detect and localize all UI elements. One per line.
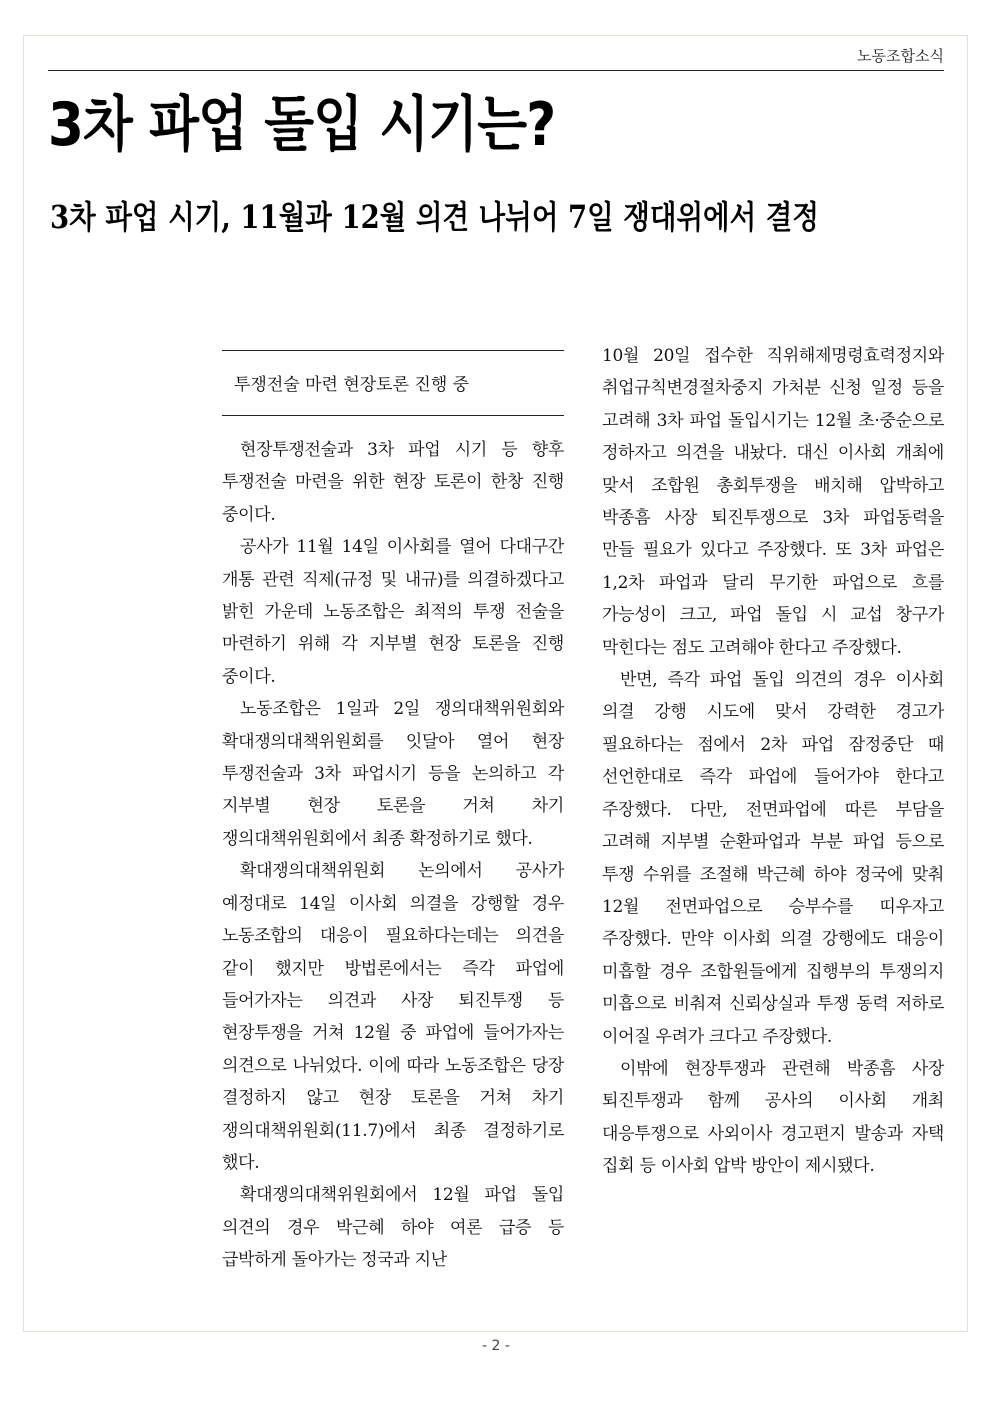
paragraph: 현장투쟁전술과 3차 파업 시기 등 향후 투쟁전술 마련을 위한 현장 토론이 한창 진행 중이다. (222, 440, 564, 525)
paragraph: 이밖에 현장투쟁과 관련해 박종흠 사장 퇴진투쟁과 함께 공사의 이사회 개최 대응투쟁으로 사외이사 경고편지 발송과 자택 집회 등 이사회 압박 방안이 제시됐다. (602, 1058, 944, 1177)
paragraph: 반면, 즉각 파업 돌입 의견의 경우 이사회 의결 강행 시도에 맞서 강력한 경고가 필요하다는 점에서 2차 파업 잠정중단 때 선언한대로 즉각 파업에 들어가야 한다고 주장했다. 다만, 전면파업에 따른 부담을 고려해 지부별 순환파업과 부분 파업 등으로 투쟁 수위를 조절해 박근혜 하야 정국에 맞춰 12월 전면파업으로 승부수를 띠우자고 주장했다. 만약 이사회 의결 강행에도 대응이 미흡할 경우 조합원들에게 집행부의 투쟁의지 미흡으로 비춰져 신뢰상실과 투쟁 동력 저하로 이어질 우려가 크다고 주장했다. (602, 670, 944, 1047)
section-heading-box (222, 350, 564, 416)
page-number: - 2 - (482, 1338, 510, 1354)
paragraph: 노동조합은 1일과 2일 쟁의대책위원회와 확대쟁의대책위원회를 잇달아 열어 현장 투쟁전술과 3차 파업시기 등을 논의하고 각 지부별 현장 토론을 거쳐 차기 쟁의대책위원회에서 최종 확정하기로 했다. (222, 699, 564, 849)
paragraph: 확대쟁의대책위원회 논의에서 공사가 예정대로 14일 이사회 의결을 강행할 경우 노동조합의 대응이 필요하다는데는 의견을 같이 했지만 방법론에서는 즉각 파업에 들어가자는 의견과 사장 퇴진투쟁 등 현장투쟁을 거쳐 12월 중 파업에 들어가자는 의견으로 나뉘었다. 이에 따라 노동조합은 당장 결정하지 않고 현장 토론을 거쳐 차기 쟁의대책위원회(11.7)에서 최종 결정하기로 했다. (222, 861, 564, 1173)
article-column-right (602, 340, 944, 1183)
article-column-left (222, 350, 564, 1277)
paragraph: 확대쟁의대책위원회에서 12월 파업 돌입 의견의 경우 박근혜 하야 여론 급증 등 급박하게 돌아가는 정국과 지난 (222, 1185, 564, 1271)
paragraph: 10월 20일 접수한 직위해제명령효력정지와 취업규칙변경절차중지 가처분 신청 일정 등을 고려해 3차 파업 돌입시기는 12월 초·중순으로 정하자고 의견을 내놨다. 대신 이사회 개최에 맞서 조합원 총회투쟁을 배치해 압박하고 박종흠 사장 퇴진투쟁으로 3차 파업동력을 만들 필요가 있다고 주장했다. 또 3차 파업은 1,2차 파업과 달리 무기한 파업으로 흐를 가능성이 크고, 파업 돌입 시 교섭 창구가 막힌다는 점도 고려해야 한다고 주장했다. (602, 346, 944, 658)
headline: 3차 파업 돌입 시기는? (48, 90, 556, 160)
subheadline: 3차 파업 시기, 11월과 12월 의견 나뉘어 7일 쟁대위에서 결정 (50, 198, 819, 236)
section-title: 투쟁전술 마련 현장토론 진행 중 (234, 375, 470, 395)
running-header: 노동조합소식 (857, 47, 944, 65)
header-divider (48, 70, 944, 71)
paragraph: 공사가 11월 14일 이사회를 열어 다대구간 개통 관련 직제(규정 및 내규)를 의결하겠다고 밝힌 가운데 노동조합은 최적의 투쟁 전술을 마련하기 위해 각 지부별 현장 토론을 진행 중이다. (222, 537, 564, 687)
